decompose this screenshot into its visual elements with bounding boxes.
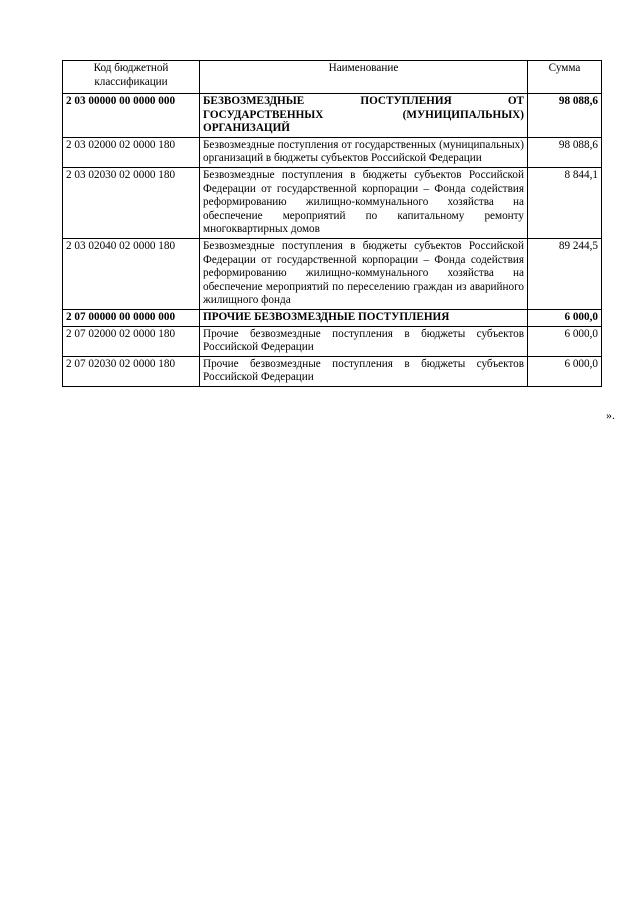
row-sum: 6 000,0 <box>528 309 602 326</box>
row-code: 2 03 02000 02 0000 180 <box>63 137 200 167</box>
row-code: 2 03 02030 02 0000 180 <box>63 167 200 238</box>
row-sum: 8 844,1 <box>528 167 602 238</box>
table-row <box>63 137 602 167</box>
header-sum: Сумма <box>528 61 602 94</box>
row-name: Прочие безвозмездные поступления в бюджеты субъектов Российской Федерации <box>200 356 528 386</box>
table-row <box>63 356 602 386</box>
row-name: Прочие безвозмездные поступления в бюджеты субъектов Российской Федерации <box>200 326 528 356</box>
header-name: Наименование <box>200 61 528 94</box>
budget-table <box>62 60 602 387</box>
row-code: 2 07 02000 02 0000 180 <box>63 326 200 356</box>
row-code: 2 07 00000 00 0000 000 <box>63 309 200 326</box>
row-name: Безвозмездные поступления в бюджеты субъектов Российской Федерации от государственной корпорации – Фонда содействия реформированию жилищно-коммунального хозяйства на обеспечение мероприятий по капитальному ремонту многоквартирных домов <box>200 167 528 238</box>
closing-quote-mark: ». <box>606 408 615 422</box>
row-code: 2 07 02030 02 0000 180 <box>63 356 200 386</box>
row-name: ПРОЧИЕ БЕЗВОЗМЕЗДНЫЕ ПОСТУПЛЕНИЯ <box>200 309 528 326</box>
table-header-row <box>63 61 602 94</box>
row-sum: 89 244,5 <box>528 238 602 309</box>
row-sum: 98 088,6 <box>528 137 602 167</box>
row-name: Безвозмездные поступления от государственных (муниципальных) организаций в бюджеты субъектов Российской Федерации <box>200 137 528 167</box>
table-row <box>63 309 602 326</box>
row-name: БЕЗВОЗМЕЗДНЫЕ ПОСТУПЛЕНИЯ ОТ ГОСУДАРСТВЕННЫХ (МУНИЦИПАЛЬНЫХ) ОРГАНИЗАЦИЙ <box>200 94 528 138</box>
row-code: 2 03 02040 02 0000 180 <box>63 238 200 309</box>
row-name: Безвозмездные поступления в бюджеты субъектов Российской Федерации от государственной корпорации – Фонда содействия реформированию жилищно-коммунального хозяйства на обеспечение мероприятий по переселению граждан из аварийного жилищного фонда <box>200 238 528 309</box>
row-sum: 6 000,0 <box>528 356 602 386</box>
row-code: 2 03 00000 00 0000 000 <box>63 94 200 138</box>
header-code: Код бюджетной классификации <box>63 61 200 94</box>
row-sum: 98 088,6 <box>528 94 602 138</box>
table-row <box>63 326 602 356</box>
table-row <box>63 238 602 309</box>
table-row <box>63 167 602 238</box>
table-row <box>63 94 602 138</box>
row-sum: 6 000,0 <box>528 326 602 356</box>
